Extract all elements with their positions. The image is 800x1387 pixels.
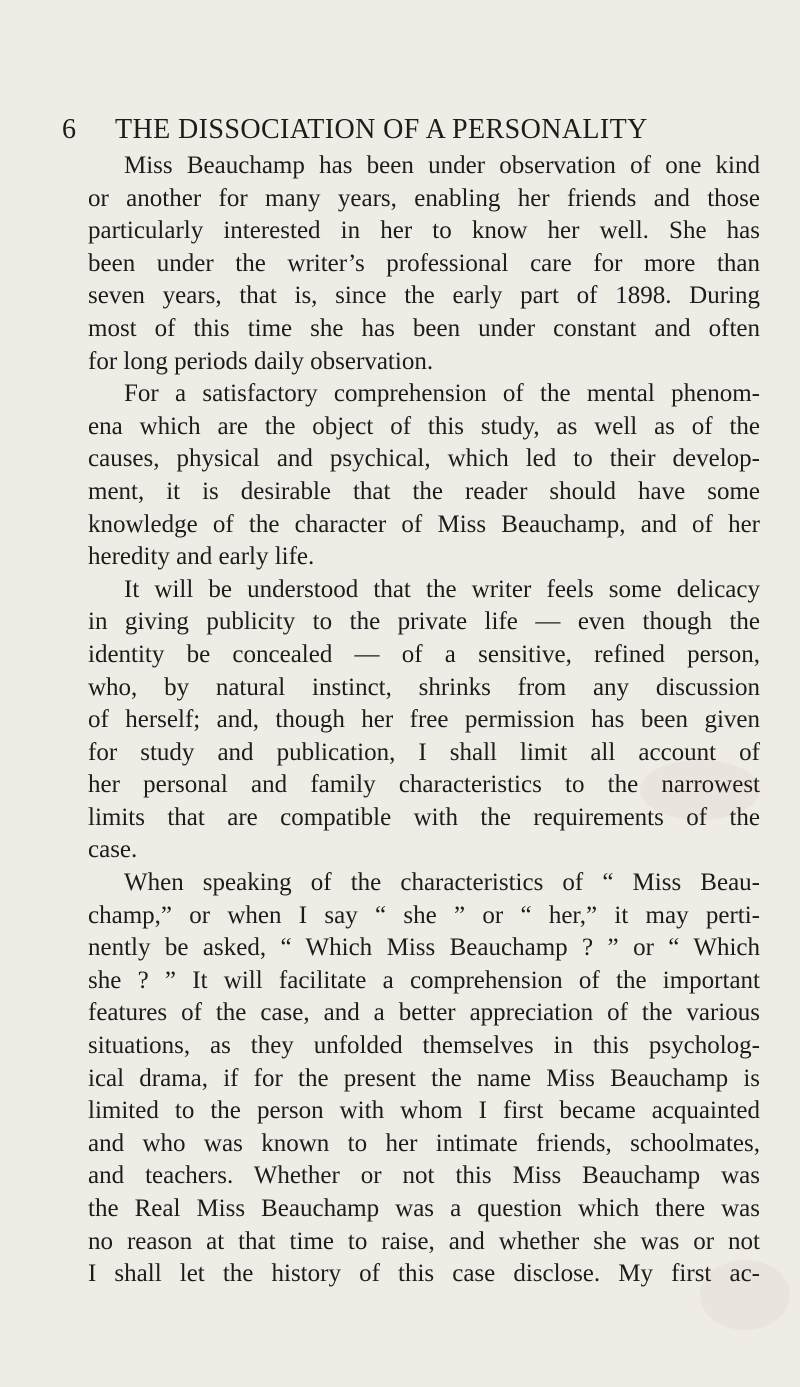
text-line: case. — [88, 836, 138, 864]
text-line: ena which are the object of this study, as well as of the — [88, 412, 760, 440]
text-line: her personal and family characteristics to the narrowest — [88, 771, 760, 799]
text-line: most of this time she has been under constant and often — [88, 314, 760, 342]
text-line: she ? ” It will facilitate a comprehension of the important — [88, 966, 760, 994]
text-line: ical drama, if for the present the name Miss Beauchamp is — [88, 1064, 760, 1092]
text-line: and who was known to her intimate friends, schoolmates, — [88, 1129, 760, 1157]
paragraph — [88, 574, 760, 867]
text-line: for study and publication, I shall limit all account of — [88, 738, 760, 766]
text-line: seven years, that is, since the early part of 1898. During — [88, 282, 760, 310]
text-line: and teachers. Whether or not this Miss Beauchamp was — [88, 1162, 760, 1190]
body-text — [88, 150, 760, 1291]
text-line: heredity and early life. — [88, 543, 315, 571]
text-line: nently be asked, “ Which Miss Beauchamp ? ” or “ Which — [88, 934, 760, 962]
text-line: limits that are compatible with the requirements of the — [88, 803, 760, 831]
text-line: the Real Miss Beauchamp was a question which there was — [88, 1195, 760, 1222]
text-line: in giving publicity to the private life — even though the — [88, 608, 760, 636]
paragraph — [88, 867, 760, 1291]
text-line: champ,” or when I say “ she ” or “ her,” it may perti- — [88, 901, 760, 929]
text-line: for long periods daily observation. — [88, 347, 434, 375]
text-line: situations, as they unfolded themselves in this psycholog- — [88, 1032, 760, 1060]
text-line: features of the case, and a better appreciation of the various — [88, 999, 760, 1027]
text-line: For a satisfactory comprehension of the mental phenom- — [124, 380, 760, 408]
text-line: I shall let the history of this case disclose. My first ac- — [88, 1260, 760, 1288]
text-line: ment, it is desirable that the reader should have some — [88, 477, 760, 505]
text-line: knowledge of the character of Miss Beauchamp, and of her — [88, 510, 760, 538]
running-header — [62, 114, 762, 148]
text-line: Miss Beauchamp has been under observation of one kind — [124, 152, 760, 179]
text-line: been under the writer’s professional care for more than — [88, 249, 760, 277]
text-line: It will be understood that the writer feels some delicacy — [124, 575, 760, 603]
text-line: When speaking of the characteristics of “ Miss Beau- — [124, 869, 760, 897]
text-line: identity be concealed — of a sensitive, refined person, — [88, 640, 760, 668]
paragraph — [88, 150, 760, 378]
paragraph — [88, 378, 760, 574]
text-line: limited to the person with whom I first became acquainted — [88, 1097, 760, 1125]
text-line: or another for many years, enabling her friends and those — [88, 184, 760, 212]
text-line: no reason at that time to raise, and whether she was or not — [88, 1227, 760, 1255]
text-line: particularly interested in her to know her well. She has — [88, 217, 760, 245]
page-number: 6 — [62, 114, 77, 145]
running-title: THE DISSOCIATION OF A PERSONALITY — [115, 114, 648, 145]
text-line: causes, physical and psychical, which led to their develop- — [88, 445, 760, 473]
text-line: who, by natural instinct, shrinks from any discussion — [88, 673, 760, 701]
text-line: of herself; and, though her free permission has been given — [88, 706, 760, 734]
